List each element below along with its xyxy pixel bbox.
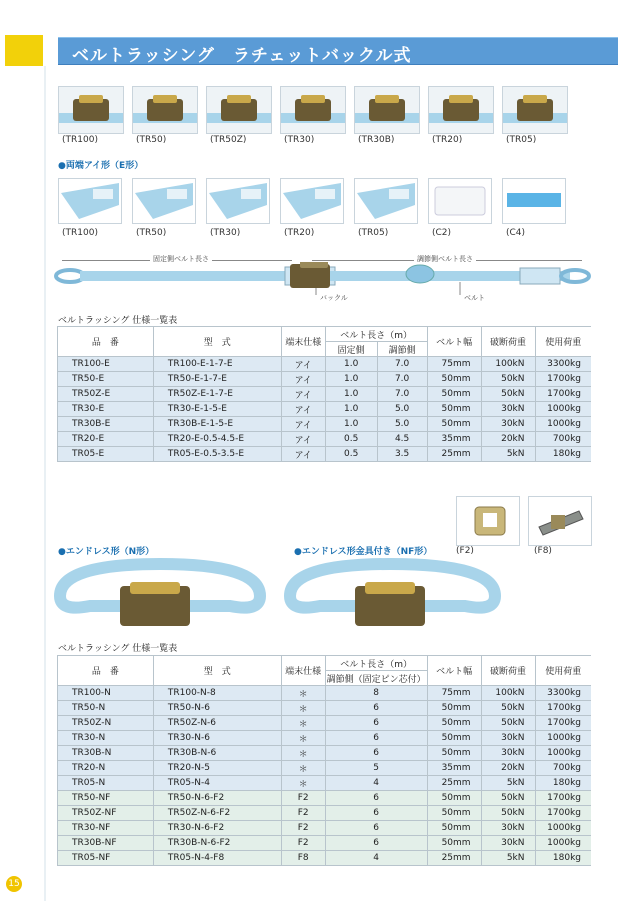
table-row (58, 716, 592, 731)
buckle-caption: (TR30B) (358, 135, 395, 145)
eye-caption: (TR30) (210, 228, 241, 238)
table-cell: 3300kg (535, 686, 591, 701)
endless-nf-heading: ●エンドレス形金具付き（NF形） (294, 547, 433, 557)
table-cell: 5kN (481, 776, 535, 791)
table-cell: 1.0 (325, 357, 377, 372)
table-row (58, 701, 592, 716)
table-cell: F2 (281, 806, 325, 821)
table-cell: 35mm (427, 761, 481, 776)
table-cell: TR30-N-6 (153, 731, 281, 746)
table-cell: 1000kg (535, 731, 591, 746)
buckle-caption: (TR100) (62, 135, 98, 145)
table-cell: 6 (325, 701, 427, 716)
table-cell: TR100-E (58, 357, 154, 372)
table-cell: TR100-N-8 (153, 686, 281, 701)
table-cell: 180kg (535, 776, 591, 791)
table-cell: 30kN (481, 821, 535, 836)
eye-photo (354, 178, 418, 224)
table-cell: 6 (325, 806, 427, 821)
table-cell: 700kg (535, 432, 591, 447)
table-row (58, 791, 592, 806)
header-breaking: 破断荷重 (481, 327, 535, 357)
table-row (58, 836, 592, 851)
table-row (58, 357, 592, 372)
eye-caption: (TR100) (62, 228, 98, 238)
table-row (58, 417, 592, 432)
table-cell: 50kN (481, 806, 535, 821)
table-cell: 6 (325, 716, 427, 731)
yellow-tab (5, 35, 43, 66)
buckle-photo (354, 86, 420, 134)
table-cell: 5kN (481, 447, 535, 462)
buckle-caption: (TR50Z) (210, 135, 247, 145)
table-cell: 30kN (481, 402, 535, 417)
header-length: ベルト長さ（m） (325, 656, 427, 671)
table-row (58, 851, 592, 866)
table-cell: TR30B-E-1-5-E (153, 417, 281, 432)
table-cell: TR05-E (58, 447, 154, 462)
table-cell: アイ (281, 402, 325, 417)
header-terminal: 端末仕様 (281, 656, 325, 686)
table-cell: TR30B-E (58, 417, 154, 432)
table-cell: ＊ (281, 776, 325, 791)
table-cell: 50mm (427, 806, 481, 821)
table-cell: TR30-E-1-5-E (153, 402, 281, 417)
table-cell: 4 (325, 851, 427, 866)
table-cell: 4 (325, 776, 427, 791)
table-cell: 1700kg (535, 716, 591, 731)
table-cell: アイ (281, 357, 325, 372)
table-cell: アイ (281, 387, 325, 402)
table-cell: 100kN (481, 686, 535, 701)
table-cell: F2 (281, 836, 325, 851)
table-row (58, 372, 592, 387)
table-cell: 180kg (535, 851, 591, 866)
table-cell: TR30-E (58, 402, 154, 417)
buckle-caption: (TR05) (506, 135, 537, 145)
table-row (58, 447, 592, 462)
belt-label: ベルト (464, 294, 485, 302)
table-cell: 50mm (427, 417, 481, 432)
table-cell: TR30-N-6-F2 (153, 821, 281, 836)
table-cell: 50mm (427, 731, 481, 746)
table-cell: 50kN (481, 701, 535, 716)
table-cell: TR50-E-1-7-E (153, 372, 281, 387)
table-cell: 25mm (427, 447, 481, 462)
table-cell: TR50Z-E (58, 387, 154, 402)
header-breaking: 破断荷重 (481, 656, 535, 686)
table-cell: 6 (325, 746, 427, 761)
table-cell: TR50-N-6-F2 (153, 791, 281, 806)
table-cell: TR20-N (58, 761, 154, 776)
buckle-photo (428, 86, 494, 134)
endless-nf-photo (280, 556, 505, 636)
sidebar (0, 0, 46, 905)
table-cell: 5.0 (377, 402, 427, 417)
table-cell: TR50Z-E-1-7-E (153, 387, 281, 402)
table-row (58, 746, 592, 761)
fixed-side-label: 固定側ベルト長さ (150, 254, 212, 264)
page-title: ベルトラッシング ラチェットバックル式 (72, 46, 412, 66)
table-cell: 30kN (481, 836, 535, 851)
table-cell: ＊ (281, 761, 325, 776)
table-cell: 20kN (481, 761, 535, 776)
table-cell: 180kg (535, 447, 591, 462)
table-cell: 1.0 (325, 402, 377, 417)
endless-n-photo (50, 556, 270, 636)
table-cell: 5.0 (377, 417, 427, 432)
table-cell: TR50-N (58, 701, 154, 716)
table-cell: TR05-N-4-F8 (153, 851, 281, 866)
header-model: 型 式 (153, 656, 281, 686)
fitting-f8-caption: (F8) (534, 546, 552, 556)
table-cell: 1700kg (535, 701, 591, 716)
table-row (58, 731, 592, 746)
table-cell: 0.5 (325, 447, 377, 462)
table-cell: 3.5 (377, 447, 427, 462)
table-cell: TR50-NF (58, 791, 154, 806)
table-row (58, 387, 592, 402)
header-working: 使用荷重 (535, 656, 591, 686)
eye-caption: (C4) (506, 228, 526, 238)
table-cell: 50mm (427, 836, 481, 851)
table-cell: F8 (281, 851, 325, 866)
table-cell: TR30-N (58, 731, 154, 746)
table-cell: 50kN (481, 791, 535, 806)
table-cell: TR50Z-N-6 (153, 716, 281, 731)
fitting-f2-caption: (F2) (456, 546, 474, 556)
table-cell: TR50Z-N-6-F2 (153, 806, 281, 821)
table-cell: 75mm (427, 357, 481, 372)
table-cell: 35mm (427, 432, 481, 447)
table-cell: 30kN (481, 746, 535, 761)
table-cell: 1700kg (535, 387, 591, 402)
adjust-side-label: 調節側ベルト長さ (414, 254, 476, 264)
table-cell: TR30-NF (58, 821, 154, 836)
table-cell: TR30B-N-6-F2 (153, 836, 281, 851)
header-part-no: 品 番 (58, 327, 154, 357)
table-cell: 50mm (427, 821, 481, 836)
header-width: ベルト幅 (427, 656, 481, 686)
table-cell: TR50Z-NF (58, 806, 154, 821)
table-cell: 700kg (535, 761, 591, 776)
table-cell: TR20-N-5 (153, 761, 281, 776)
header-working: 使用荷重 (535, 327, 591, 357)
table-cell: TR30B-NF (58, 836, 154, 851)
table-cell: F2 (281, 791, 325, 806)
table-cell: アイ (281, 372, 325, 387)
table-cell: TR05-N-4 (153, 776, 281, 791)
header-width: ベルト幅 (427, 327, 481, 357)
table-cell: 6 (325, 731, 427, 746)
table-cell: 1700kg (535, 791, 591, 806)
eye-section-heading: ●両端アイ形（E形） (58, 161, 144, 171)
table-cell: 50mm (427, 701, 481, 716)
table-cell: TR100-E-1-7-E (153, 357, 281, 372)
table-cell: TR50-N-6 (153, 701, 281, 716)
table-cell: TR50Z-N (58, 716, 154, 731)
header-model: 型 式 (153, 327, 281, 357)
table-cell: 6 (325, 791, 427, 806)
table-cell: 4.5 (377, 432, 427, 447)
table-row (58, 806, 592, 821)
table-cell: ＊ (281, 701, 325, 716)
table-cell: アイ (281, 417, 325, 432)
sidebar-divider (44, 66, 46, 901)
header-terminal: 端末仕様 (281, 327, 325, 357)
table-cell: 50mm (427, 791, 481, 806)
table-cell: ＊ (281, 686, 325, 701)
table-row (58, 761, 592, 776)
table-cell: TR05-E-0.5-3.5-E (153, 447, 281, 462)
eye-photo (280, 178, 344, 224)
table-cell: TR20-E-0.5-4.5-E (153, 432, 281, 447)
table-cell: TR20-E (58, 432, 154, 447)
eye-caption: (TR20) (284, 228, 315, 238)
table-cell: アイ (281, 447, 325, 462)
table-cell: 3300kg (535, 357, 591, 372)
eye-caption: (TR05) (358, 228, 389, 238)
table-cell: 7.0 (377, 357, 427, 372)
page-number: 15 (6, 876, 22, 892)
table-cell: 5kN (481, 851, 535, 866)
header-adjust: 調節側（固定ピン芯付） (325, 671, 427, 686)
table-cell: 50mm (427, 716, 481, 731)
eye-photo (132, 178, 196, 224)
table-cell: ＊ (281, 716, 325, 731)
fitting-f2-photo (456, 496, 520, 546)
table-cell: TR50-E (58, 372, 154, 387)
table-cell: 0.5 (325, 432, 377, 447)
table-cell: F2 (281, 821, 325, 836)
table-cell: TR30B-N (58, 746, 154, 761)
eye-caption: (C2) (432, 228, 452, 238)
spec-table-n (57, 655, 591, 866)
buckle-photo (280, 86, 346, 134)
table-cell: 50kN (481, 387, 535, 402)
table-cell: 1700kg (535, 372, 591, 387)
table-e-title: ベルトラッシング 仕様一覧表 (58, 316, 178, 326)
header-fixed: 固定側 (325, 342, 377, 357)
table-cell: TR30B-N-6 (153, 746, 281, 761)
table-cell: 1.0 (325, 387, 377, 402)
table-cell: 20kN (481, 432, 535, 447)
table-cell: 100kN (481, 357, 535, 372)
table-cell: 50mm (427, 387, 481, 402)
fitting-f8-photo (528, 496, 592, 546)
eye-photo (428, 178, 492, 224)
buckle-caption: (TR30) (284, 135, 315, 145)
table-cell: 8 (325, 686, 427, 701)
table-cell: 50kN (481, 716, 535, 731)
buckle-caption: (TR50) (136, 135, 167, 145)
table-cell: 50mm (427, 746, 481, 761)
table-cell: 30kN (481, 417, 535, 432)
table-row (58, 776, 592, 791)
table-row (58, 402, 592, 417)
table-cell: 50mm (427, 372, 481, 387)
table-cell: 50mm (427, 402, 481, 417)
table-cell: 1000kg (535, 821, 591, 836)
table-cell: 1000kg (535, 836, 591, 851)
table-cell: 1000kg (535, 746, 591, 761)
table-cell: 1000kg (535, 417, 591, 432)
eye-photo (502, 178, 566, 224)
buckle-caption: (TR20) (432, 135, 463, 145)
table-cell: 1000kg (535, 402, 591, 417)
buckle-photo (206, 86, 272, 134)
table-cell: 75mm (427, 686, 481, 701)
table-cell: アイ (281, 432, 325, 447)
table-row (58, 432, 592, 447)
header-part-no: 品 番 (58, 656, 154, 686)
table-cell: 5 (325, 761, 427, 776)
table-n-title: ベルトラッシング 仕様一覧表 (58, 644, 178, 654)
table-cell: ＊ (281, 731, 325, 746)
buckle-photo (132, 86, 198, 134)
buckle-photo (502, 86, 568, 134)
table-cell: 7.0 (377, 372, 427, 387)
buckle-label: バックル (320, 294, 348, 302)
table-cell: 6 (325, 836, 427, 851)
table-cell: ＊ (281, 746, 325, 761)
spec-table-e (57, 326, 591, 462)
table-cell: TR100-N (58, 686, 154, 701)
table-cell: 7.0 (377, 387, 427, 402)
table-cell: TR05-N (58, 776, 154, 791)
table-cell: 50kN (481, 372, 535, 387)
eye-photo (58, 178, 122, 224)
table-cell: 25mm (427, 851, 481, 866)
table-cell: 1.0 (325, 372, 377, 387)
table-row (58, 821, 592, 836)
table-cell: 30kN (481, 731, 535, 746)
table-cell: 25mm (427, 776, 481, 791)
endless-n-heading: ●エンドレス形（N形） (58, 547, 155, 557)
table-cell: 6 (325, 821, 427, 836)
buckle-photo (58, 86, 124, 134)
header-length: ベルト長さ（m） (325, 327, 427, 342)
table-row (58, 686, 592, 701)
table-cell: TR05-NF (58, 851, 154, 866)
table-cell: 1.0 (325, 417, 377, 432)
eye-caption: (TR50) (136, 228, 167, 238)
header-adjust: 調節側 (377, 342, 427, 357)
page-title-bar (58, 37, 618, 65)
eye-photo (206, 178, 270, 224)
table-cell: 1700kg (535, 806, 591, 821)
